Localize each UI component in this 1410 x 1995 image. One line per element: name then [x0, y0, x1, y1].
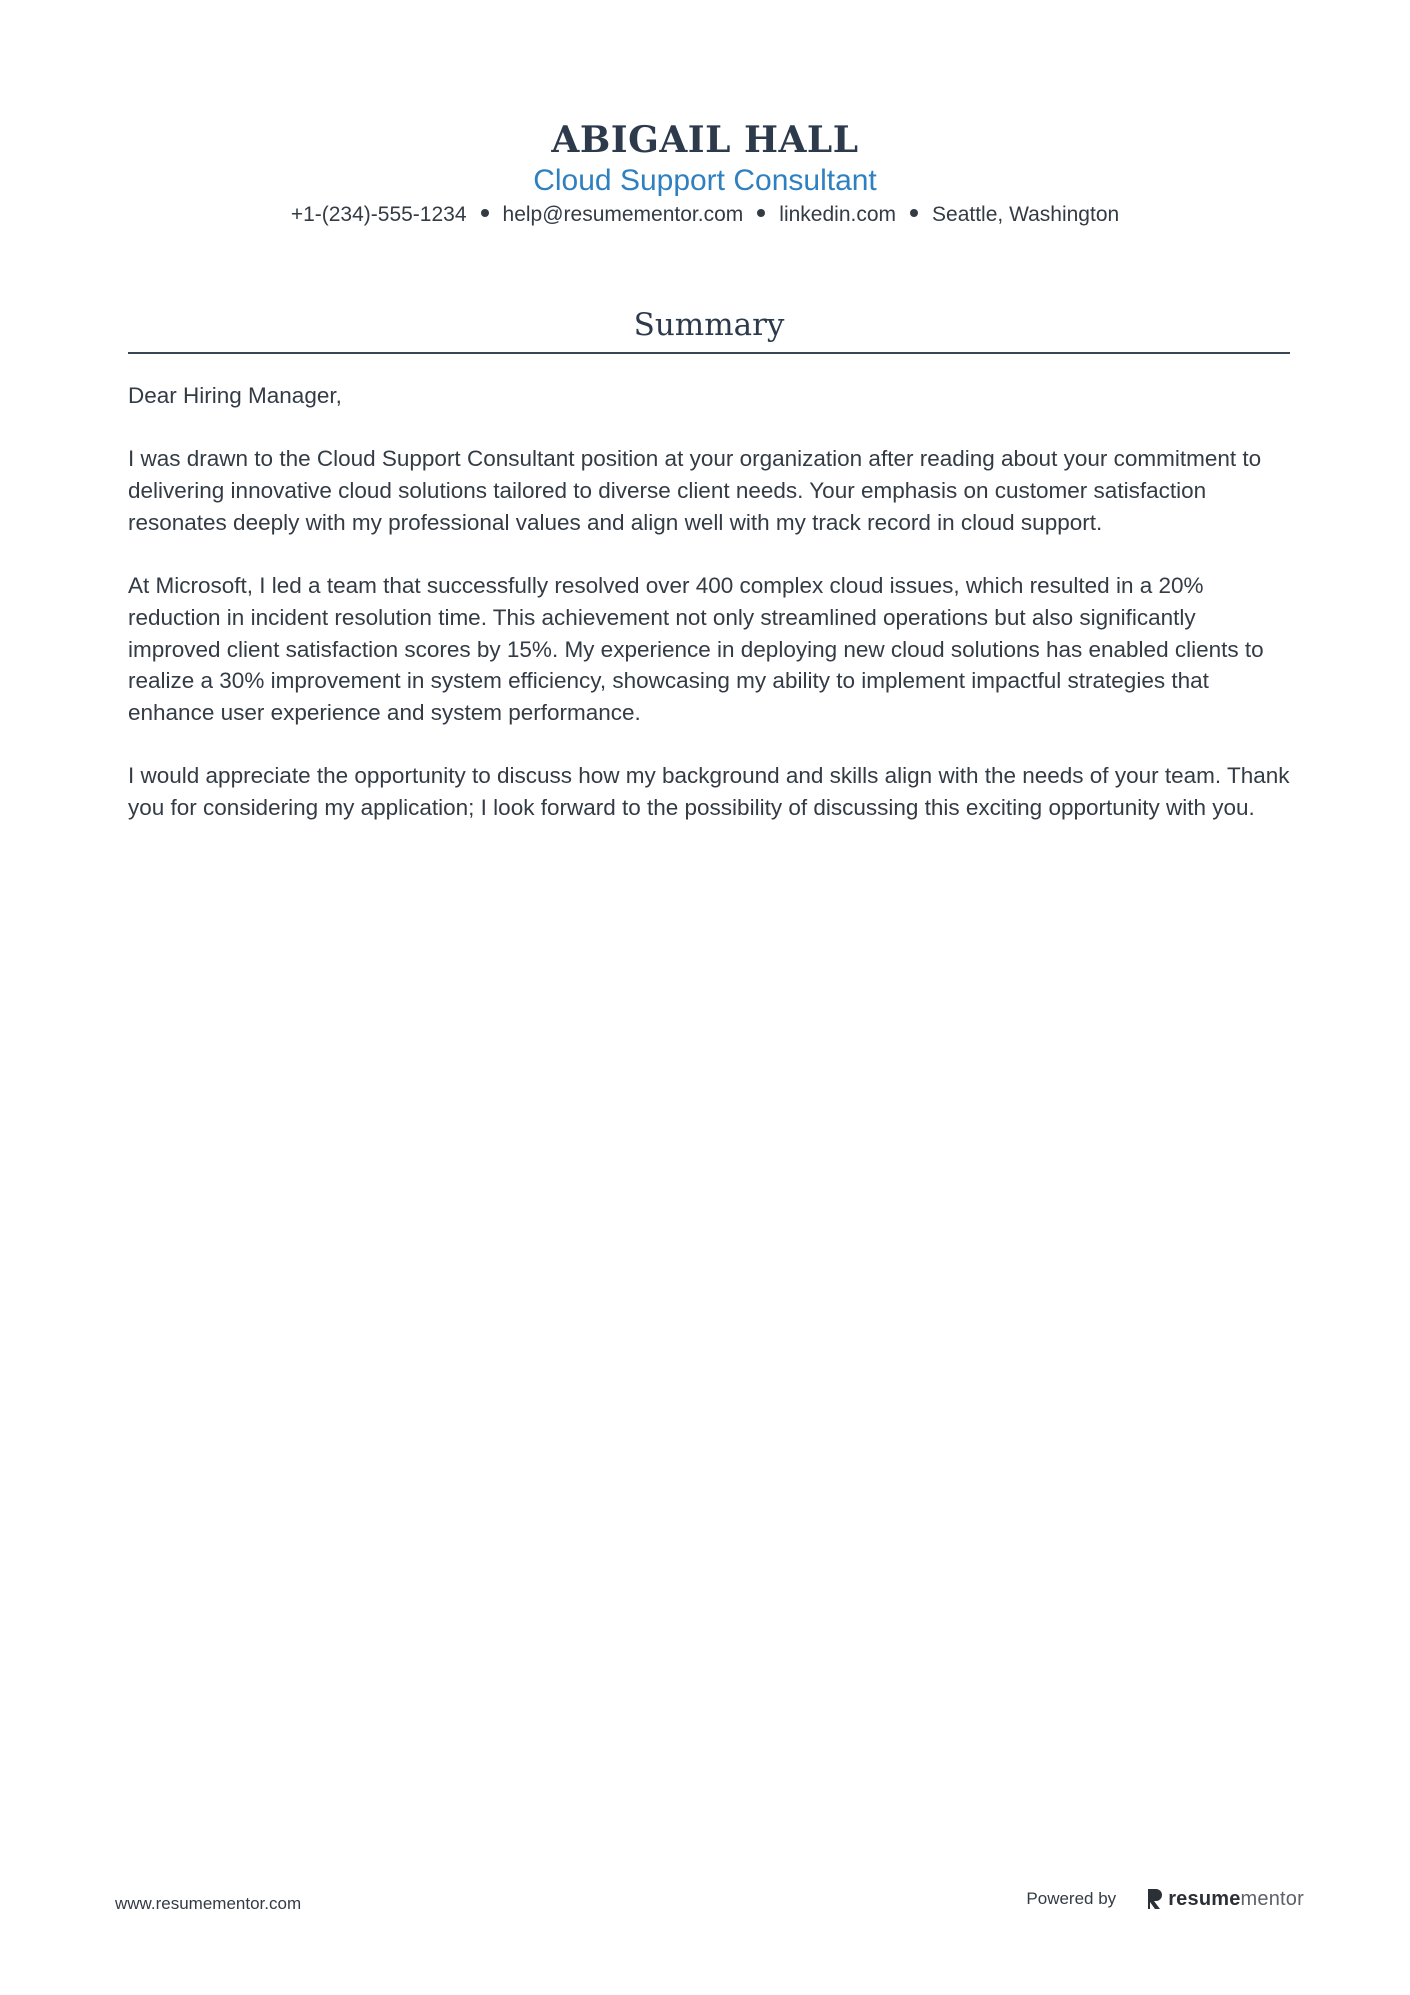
contact-phone: +1-(234)-555-1234 [290, 203, 467, 226]
powered-by-label: Powered by [1026, 1889, 1117, 1908]
letter-body [128, 380, 1290, 855]
footer-website: www.resumementor.com [115, 1894, 302, 1913]
candidate-role: Cloud Support Consultant [533, 164, 877, 197]
letter-greeting: Dear Hiring Manager, [128, 383, 342, 408]
letter-paragraph: At Microsoft, I led a team that successfully resolved over 400 complex cloud issues, which resulted in a 20% reduction in incident resolution time. This achievement not only streamlined operations but also significantly improved client satisfaction scores by 15%. My experience in deploying new cloud solutions has enabled clients to realize a 30% improvement in system efficiency, showcasing my ability to implement impactful strategies that enhance user experience and system performance. [128, 573, 1264, 725]
brand-logo [1146, 1888, 1304, 1910]
letter-paragraph: I was drawn to the Cloud Support Consultant position at your organization after reading about your commitment to delivering innovative cloud solutions tailored to diverse client needs. Your emphasis on customer satisfaction resonates deeply with my professional values and align well with my track record in cloud support. [128, 446, 1262, 535]
brand-text-light: mentor [1240, 1888, 1304, 1910]
contact-email: help@resumementor.com [502, 203, 744, 226]
contact-location: Seattle, Washington [932, 203, 1120, 226]
brand-text-bold: resume [1168, 1888, 1241, 1910]
footer-powered-by [1026, 1888, 1304, 1910]
contact-line [0, 201, 1410, 229]
separator-dot [910, 209, 918, 217]
section-divider [128, 352, 1290, 354]
separator-dot [481, 209, 489, 217]
contact-linkedin: linkedin.com [779, 203, 897, 226]
resume-header [0, 118, 1410, 229]
candidate-name: ABIGAIL HALL [551, 119, 859, 161]
letter-paragraph: I would appreciate the opportunity to discuss how my background and skills align with the needs of your team. Thank you for considering my application; I look forward to the possibility of discussing this exciting opportunity with you. [128, 763, 1290, 821]
section-title-summary: Summary [633, 307, 785, 343]
separator-dot [757, 209, 765, 217]
resumementor-logo-icon [1146, 1888, 1164, 1910]
